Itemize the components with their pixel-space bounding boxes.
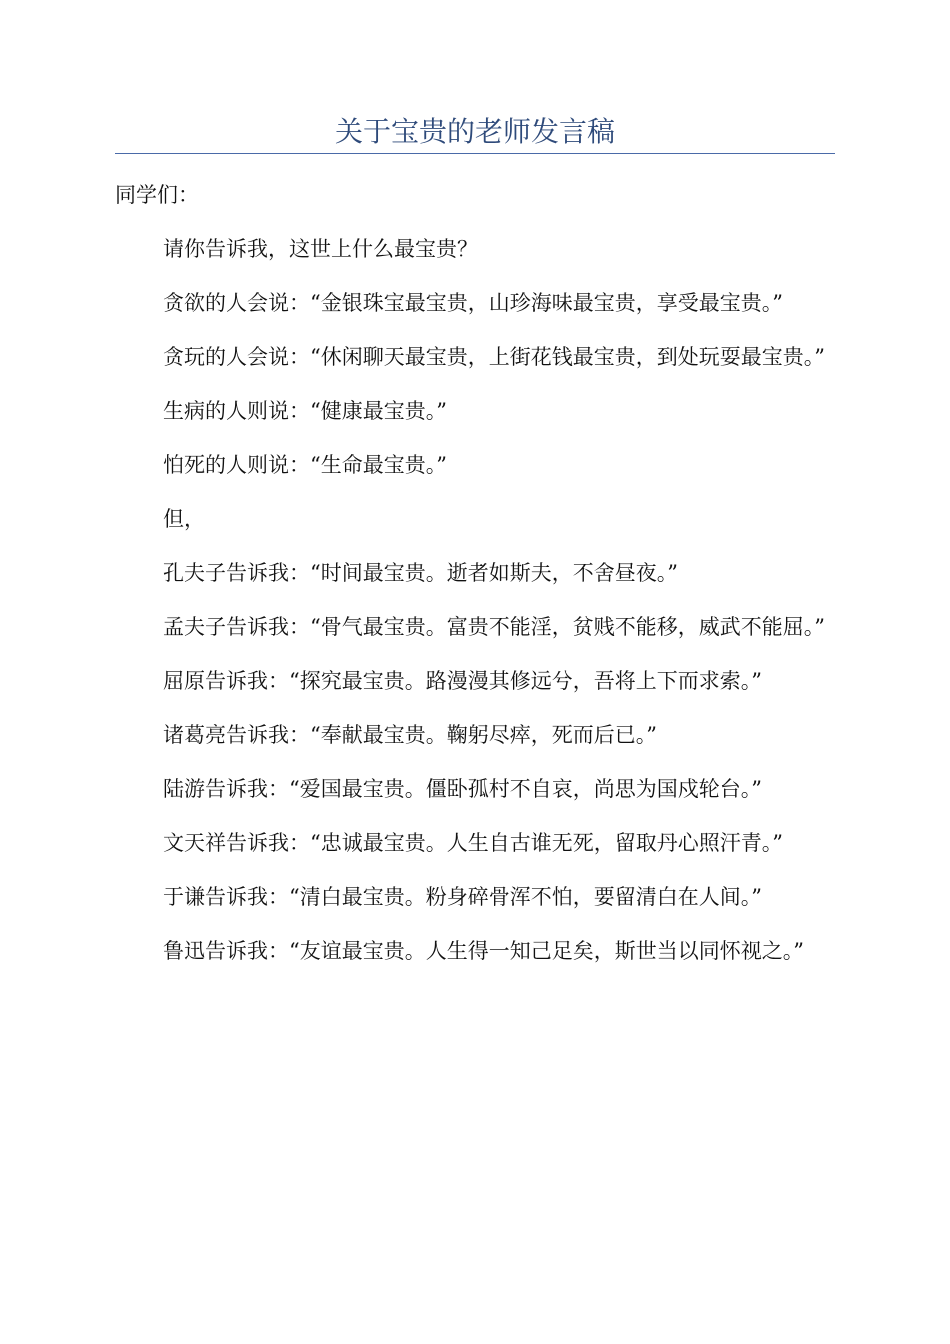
paragraph: 于谦告诉我：“清白最宝贵。粉身碎骨浑不怕，要留清白在人间。” [163,885,762,909]
paragraph: 但， [163,507,205,531]
paragraph: 怕死的人则说：“生命最宝贵。” [163,453,447,477]
paragraph: 诸葛亮告诉我：“奉献最宝贵。鞠躬尽瘁，死而后已。” [163,723,657,747]
paragraph: 鲁迅告诉我：“友谊最宝贵。人生得一知己足矣，斯世当以同怀视之。” [163,939,804,963]
title-underline [115,153,835,154]
paragraph: 孟夫子告诉我：“骨气最宝贵。富贵不能淫，贫贱不能移，威武不能屈。” [163,615,825,639]
document-body [115,177,835,987]
paragraph: 生病的人则说：“健康最宝贵。” [163,399,447,423]
document-title: 关于宝贵的老师发言稿 [334,115,615,148]
paragraph: 贪欲的人会说：“金银珠宝最宝贵，山珍海味最宝贵，享受最宝贵。” [163,291,783,315]
paragraph: 屈原告诉我：“探究最宝贵。路漫漫其修远兮，吾将上下而求索。” [163,669,762,693]
paragraph: 文天祥告诉我：“忠诚最宝贵。人生自古谁无死，留取丹心照汗青。” [163,831,783,855]
paragraph: 请你告诉我，这世上什么最宝贵？ [163,237,478,261]
paragraph: 贪玩的人会说：“休闲聊天最宝贵，上街花钱最宝贵，到处玩耍最宝贵。” [163,345,825,369]
paragraph: 陆游告诉我：“爱国最宝贵。僵卧孤村不自哀，尚思为国戍轮台。” [163,777,762,801]
salutation: 同学们： [115,183,199,207]
paragraph: 孔夫子告诉我：“时间最宝贵。逝者如斯夫，不舍昼夜。” [163,561,678,585]
